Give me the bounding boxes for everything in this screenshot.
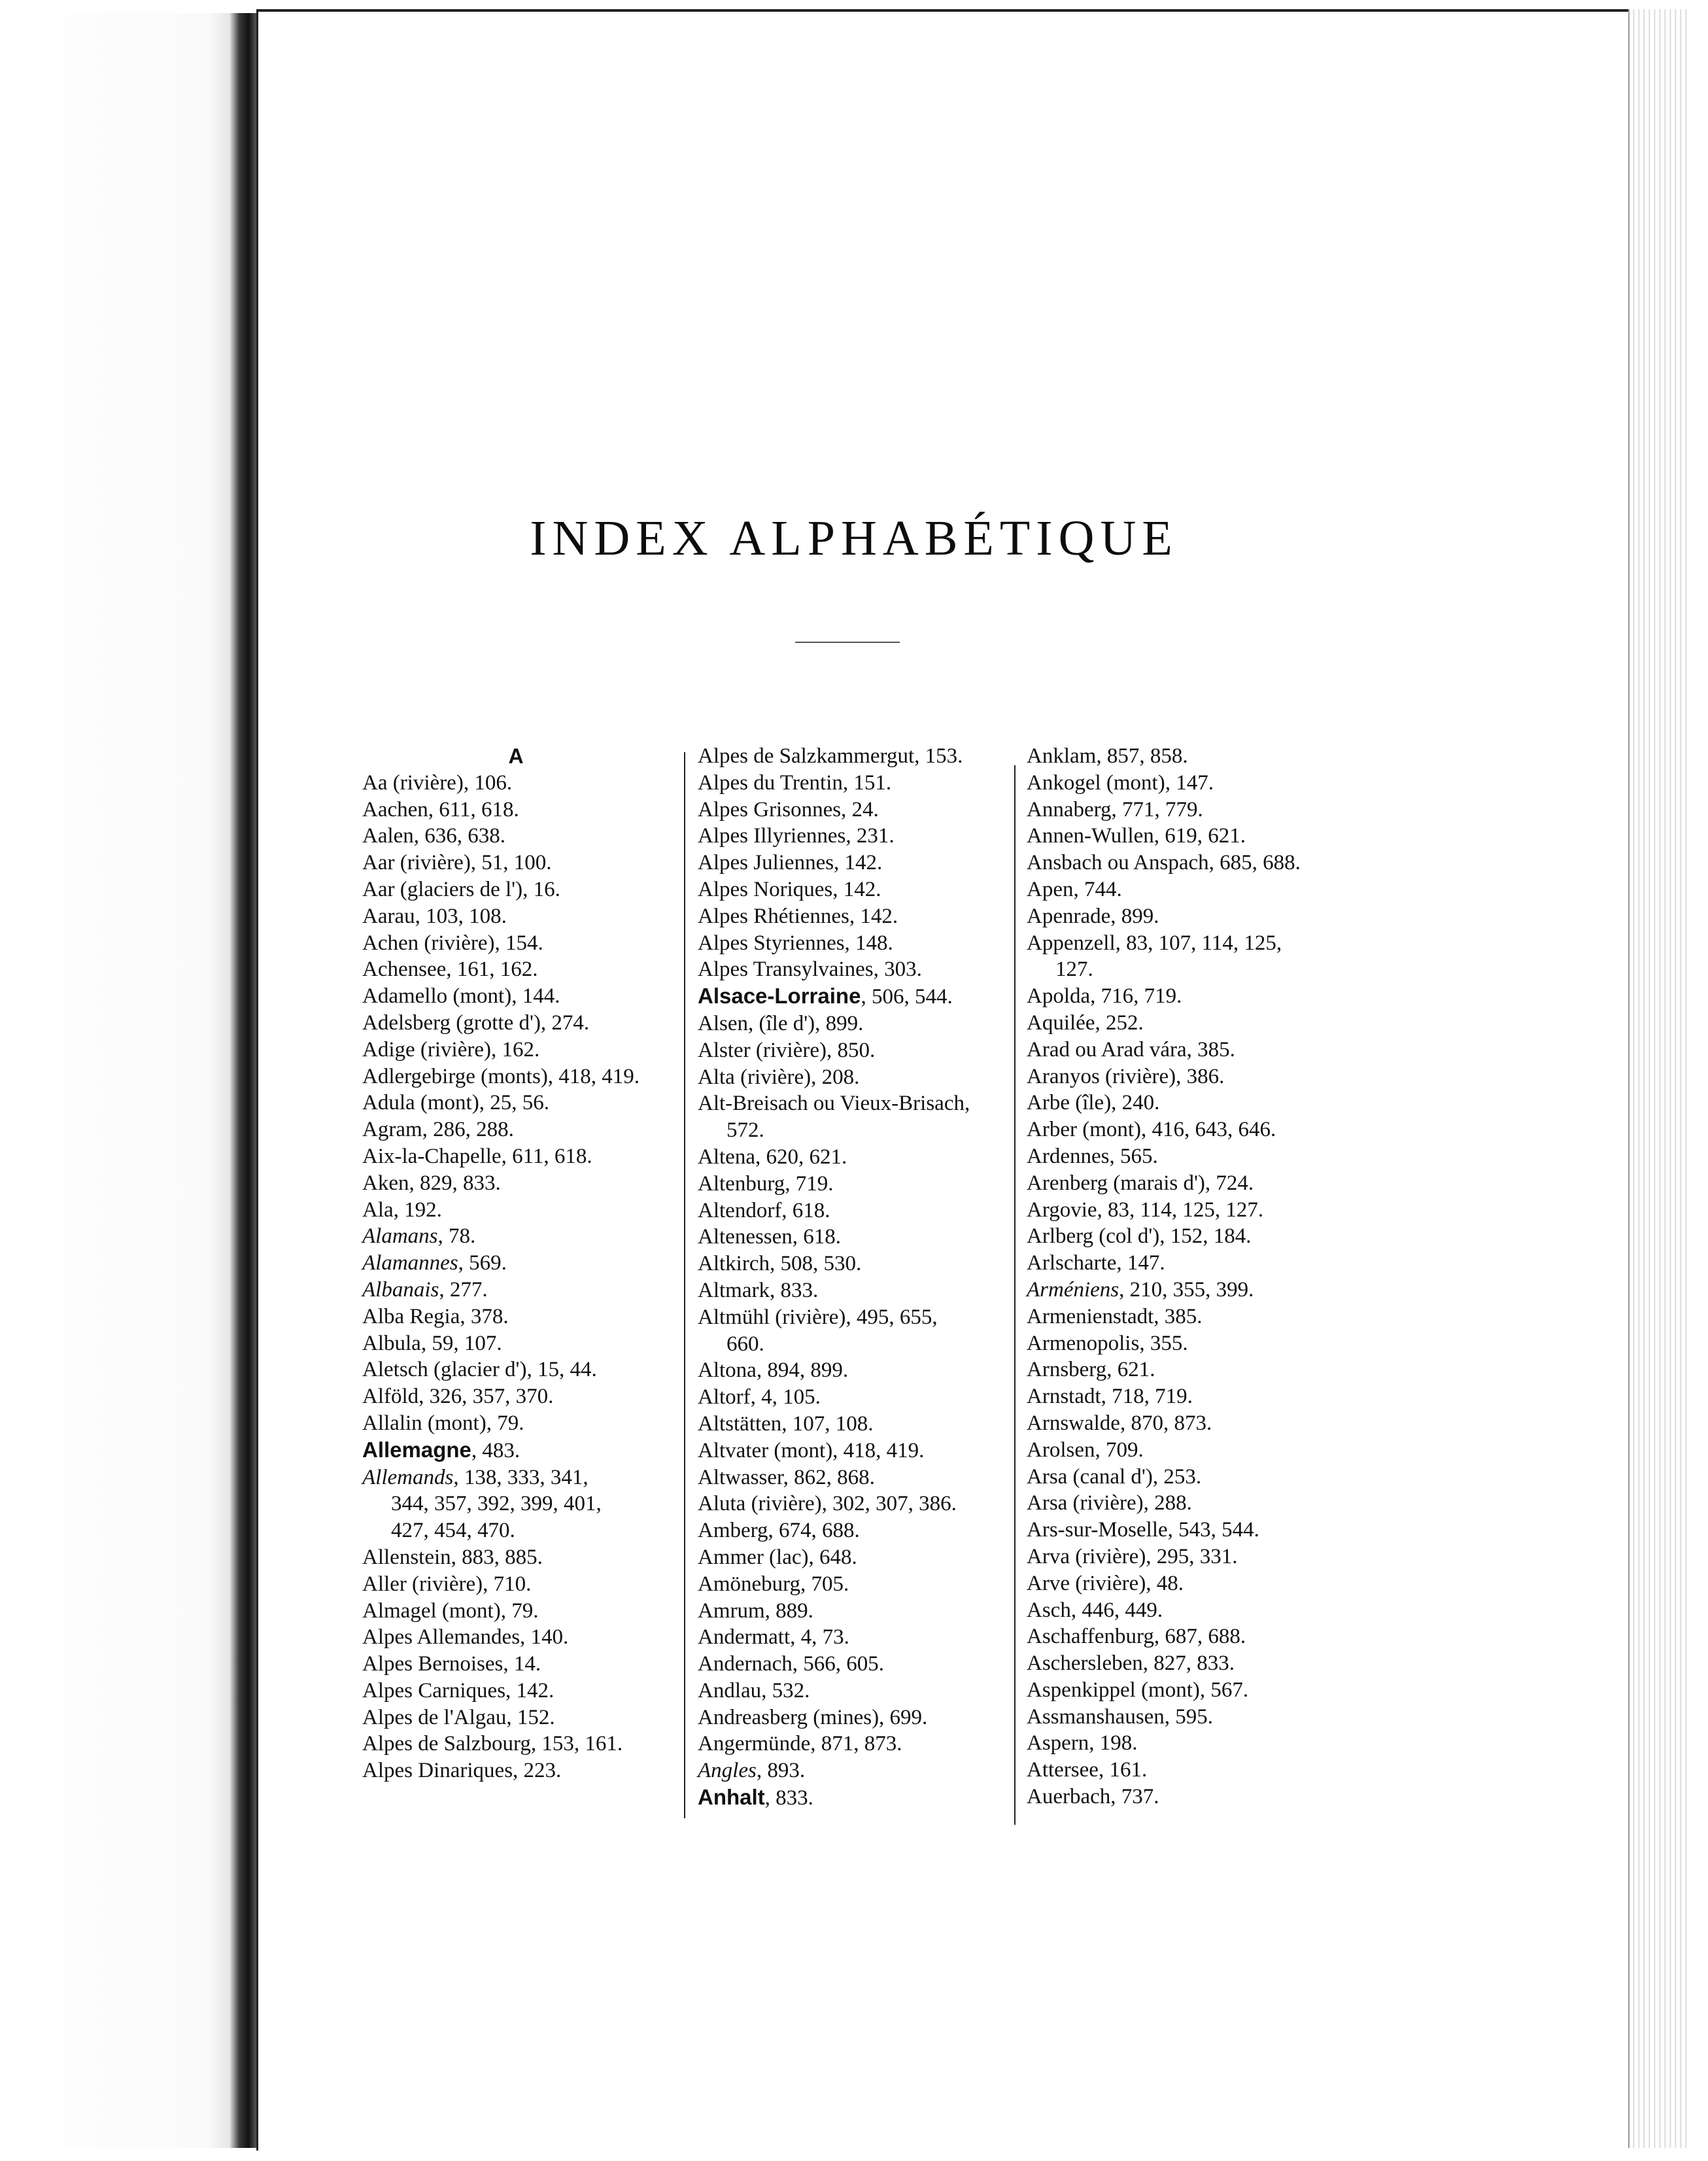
entry-pages: , 506, 544. [861, 985, 953, 1009]
index-entry [698, 1784, 1025, 1812]
index-entry-continuation: 572. [726, 1118, 764, 1143]
index-entry: Altwasser, 862, 868. [698, 1465, 875, 1489]
entry-name: Allemands [362, 1465, 454, 1489]
entry-name: Allemagne [362, 1437, 471, 1462]
index-entry: Albula, 59, 107. [362, 1331, 502, 1355]
index-entry [362, 1437, 670, 1464]
index-entry: Arad ou Arad vára, 385. [1027, 1037, 1235, 1062]
index-entry: Arsa (rivière), 288. [1027, 1491, 1192, 1515]
title-rule [795, 642, 900, 643]
index-entry: Aspern, 198. [1027, 1731, 1138, 1755]
index-entry: Altenessen, 618. [698, 1225, 842, 1249]
entry-pages: , 138, 333, 341, [453, 1465, 589, 1489]
column-divider [684, 752, 685, 1818]
index-entry: Arnstadt, 718, 719. [1027, 1385, 1193, 1409]
index-entry: Andermatt, 4, 73. [698, 1625, 849, 1650]
entry-pages: , 78. [437, 1224, 476, 1249]
index-entry: Alpes Styriennes, 148. [698, 931, 893, 955]
index-entry: Amöneburg, 705. [698, 1572, 849, 1596]
entry-name: Angles [698, 1759, 757, 1783]
index-entry: Alpes Juliennes, 142. [698, 851, 883, 875]
index-entry: Argovie, 83, 114, 125, 127. [1027, 1198, 1264, 1222]
index-entry [362, 1464, 670, 1491]
index-entry [362, 1223, 670, 1250]
index-entry: Alpes Allemandes, 140. [362, 1625, 569, 1650]
index-entry: Assmanshausen, 595. [1027, 1704, 1214, 1729]
index-entry: Aspenkippel (mont), 567. [1027, 1678, 1249, 1702]
index-entry: Adamello (mont), 144. [362, 984, 560, 1009]
index-entry: Alba Regia, 378. [362, 1304, 509, 1328]
index-entry: Apolda, 716, 719. [1027, 984, 1182, 1009]
index-entry: Apen, 744. [1027, 877, 1122, 901]
entry-name: Alsace-Lorraine [698, 984, 861, 1009]
index-entry [362, 1277, 670, 1304]
index-entry: Amberg, 674, 688. [698, 1519, 860, 1543]
index-entry: Armenienstadt, 385. [1027, 1304, 1203, 1328]
index-entry: Alpes Rhétiennes, 142. [698, 904, 898, 928]
index-entry: Almagel (mont), 79. [362, 1599, 539, 1623]
index-entry: Aller (rivière), 710. [362, 1572, 532, 1596]
index-entry: Altona, 894, 899. [698, 1358, 849, 1383]
index-entry: Andlau, 532. [698, 1678, 810, 1703]
index-entry: Altendorf, 618. [698, 1198, 830, 1222]
index-entry-continuation: 127. [1055, 958, 1093, 982]
index-entry: Aschersleben, 827, 833. [1027, 1651, 1235, 1676]
index-entry: Arnswalde, 870, 873. [1027, 1411, 1212, 1435]
index-entry: Alpes du Trentin, 151. [698, 770, 892, 795]
index-entry: Aachen, 611, 618. [362, 797, 519, 821]
index-column-3 [1027, 743, 1354, 1810]
entry-name: Alamannes [362, 1251, 458, 1275]
index-entry: Alta (rivière), 208. [698, 1065, 860, 1089]
index-entry: Altenburg, 719. [698, 1171, 834, 1196]
index-entry: Alpes Noriques, 142. [698, 877, 881, 901]
index-entry: Alt-Breisach ou Vieux-Brisach, [698, 1092, 970, 1116]
index-entry: Auerbach, 737. [1027, 1785, 1159, 1809]
index-entry: Angermünde, 871, 873. [698, 1732, 902, 1756]
index-entry: Alster (rivière), 850. [698, 1038, 876, 1062]
index-entry: Arlberg (col d'), 152, 184. [1027, 1224, 1252, 1249]
index-entry: Aarau, 103, 108. [362, 904, 507, 928]
index-entry: Annaberg, 771, 779. [1027, 797, 1203, 821]
index-entry: Agram, 286, 288. [362, 1118, 514, 1142]
page-edges [1628, 9, 1688, 2148]
index-entry: Arenberg (marais d'), 724. [1027, 1171, 1254, 1195]
index-entry: Adula (mont), 25, 56. [362, 1091, 549, 1115]
index-entry: Adelsberg (grotte d'), 274. [362, 1011, 590, 1035]
index-entry: Alpes Transylvaines, 303. [698, 958, 922, 982]
entry-name: Alamans [362, 1224, 438, 1249]
index-entry: Arva (rivière), 295, 331. [1027, 1544, 1238, 1568]
index-entry: Arlscharte, 147. [1027, 1251, 1165, 1275]
index-entry: Adlergebirge (monts), 418, 419. [362, 1064, 640, 1088]
index-entry: Achen (rivière), 154. [362, 931, 543, 955]
index-entry: Altorf, 4, 105. [698, 1385, 821, 1409]
index-entry: Aix-la-Chapelle, 611, 618. [362, 1144, 592, 1168]
index-entry: Arnsberg, 621. [1027, 1358, 1155, 1382]
index-entry: Ansbach ou Anspach, 685, 688. [1027, 851, 1301, 875]
index-entry: Arbe (île), 240. [1027, 1091, 1160, 1115]
index-entry: Aa (rivière), 106. [362, 770, 513, 795]
index-entry: Alföld, 326, 357, 370. [362, 1385, 554, 1409]
index-entry-continuation: 660. [726, 1332, 764, 1356]
index-entry: Ankogel (mont), 147. [1027, 770, 1214, 795]
index-entry: Alpes de l'Algau, 152. [362, 1705, 555, 1729]
index-entry-continuation: 344, 357, 392, 399, 401, [391, 1492, 602, 1516]
index-entry: Aquilée, 252. [1027, 1011, 1144, 1035]
index-entry: Aalen, 636, 638. [362, 824, 506, 848]
index-entry: Arsa (canal d'), 253. [1027, 1464, 1202, 1489]
index-entry: Anklam, 857, 858. [1027, 744, 1188, 768]
entry-name: Albanais [362, 1277, 439, 1302]
index-entry: Altstätten, 107, 108. [698, 1411, 874, 1436]
entry-name: Anhalt [698, 1785, 765, 1810]
entry-pages: , 833. [764, 1786, 813, 1810]
index-entry: Arber (mont), 416, 643, 646. [1027, 1118, 1276, 1142]
index-entry: Aar (glaciers de l'), 16. [362, 877, 560, 901]
index-entry: Achensee, 161, 162. [362, 958, 538, 982]
index-entry: Ardennes, 565. [1027, 1144, 1158, 1168]
index-entry: Aken, 829, 833. [362, 1171, 501, 1195]
index-column-2 [698, 743, 1025, 1812]
index-entry: Aluta (rivière), 302, 307, 386. [698, 1492, 957, 1516]
index-entry: Altmark, 833. [698, 1278, 819, 1302]
index-entry: Altkirch, 508, 530. [698, 1252, 862, 1276]
index-entry: Attersee, 161. [1027, 1758, 1148, 1782]
entry-pages: , 893. [756, 1759, 806, 1783]
index-entry: Allenstein, 883, 885. [362, 1545, 543, 1569]
index-entry: Ars-sur-Moselle, 543, 544. [1027, 1518, 1259, 1542]
index-entry: Amrum, 889. [698, 1599, 813, 1623]
index-entry: Appenzell, 83, 107, 114, 125, [1027, 931, 1282, 955]
facing-page [0, 13, 230, 2148]
index-entry: Alpes Carniques, 142. [362, 1678, 555, 1703]
index-entry: Alpes de Salzkammergut, 153. [698, 744, 963, 768]
section-letter: A [508, 744, 524, 768]
index-entry: Arve (rivière), 48. [1027, 1571, 1184, 1595]
entry-pages: , 569. [458, 1251, 507, 1275]
index-entry [362, 1250, 670, 1277]
index-entry: Alpes Grisonnes, 24. [698, 797, 879, 821]
index-entry: Ala, 192. [362, 1198, 442, 1222]
index-entry-continuation: 427, 454, 470. [391, 1519, 515, 1543]
index-entry: Altmühl (rivière), 495, 655, [698, 1305, 938, 1329]
index-entry [698, 983, 1025, 1011]
index-entry: Aletsch (glacier d'), 15, 44. [362, 1358, 597, 1382]
index-entry: Apenrade, 899. [1027, 904, 1159, 928]
index-entry: Altena, 620, 621. [698, 1145, 847, 1169]
index-entry: Asch, 446, 449. [1027, 1598, 1163, 1622]
page-title: INDEX ALPHABÉTIQUE [530, 511, 1178, 566]
index-entry: Adige (rivière), 162. [362, 1037, 540, 1062]
index-entry: Andernach, 566, 605. [698, 1652, 885, 1676]
index-entry: Aschaffenburg, 687, 688. [1027, 1625, 1246, 1649]
entry-pages: , 483. [471, 1438, 521, 1462]
index-entry: Alpes Dinariques, 223. [362, 1759, 562, 1783]
index-entry: Annen-Wullen, 619, 621. [1027, 824, 1246, 848]
index-entry: Aranyos (rivière), 386. [1027, 1064, 1225, 1088]
index-entry: Altvater (mont), 418, 419. [698, 1438, 925, 1462]
index-entry: Allalin (mont), 79. [362, 1411, 524, 1435]
index-entry: Armenopolis, 355. [1027, 1331, 1188, 1355]
index-entry: Alpes de Salzbourg, 153, 161. [362, 1732, 623, 1756]
index-entry: Andreasberg (mines), 699. [698, 1705, 928, 1729]
index-entry [698, 1757, 1025, 1784]
index-column-1 [362, 743, 670, 1784]
column-divider [1014, 765, 1016, 1825]
index-entry: Alpes Bernoises, 14. [362, 1652, 541, 1676]
index-entry: Alsen, (île d'), 899. [698, 1011, 864, 1035]
index-entry: Alpes Illyriennes, 231. [698, 824, 895, 848]
entry-name: Arméniens [1027, 1277, 1119, 1302]
index-entry: Ammer (lac), 648. [698, 1545, 857, 1569]
entry-pages: , 277. [439, 1277, 488, 1302]
index-entry [1027, 1277, 1354, 1304]
entry-pages: , 210, 355, 399. [1119, 1277, 1254, 1302]
index-entry: Arolsen, 709. [1027, 1438, 1144, 1462]
book-gutter [230, 13, 256, 2148]
index-entry: Aar (rivière), 51, 100. [362, 851, 552, 875]
